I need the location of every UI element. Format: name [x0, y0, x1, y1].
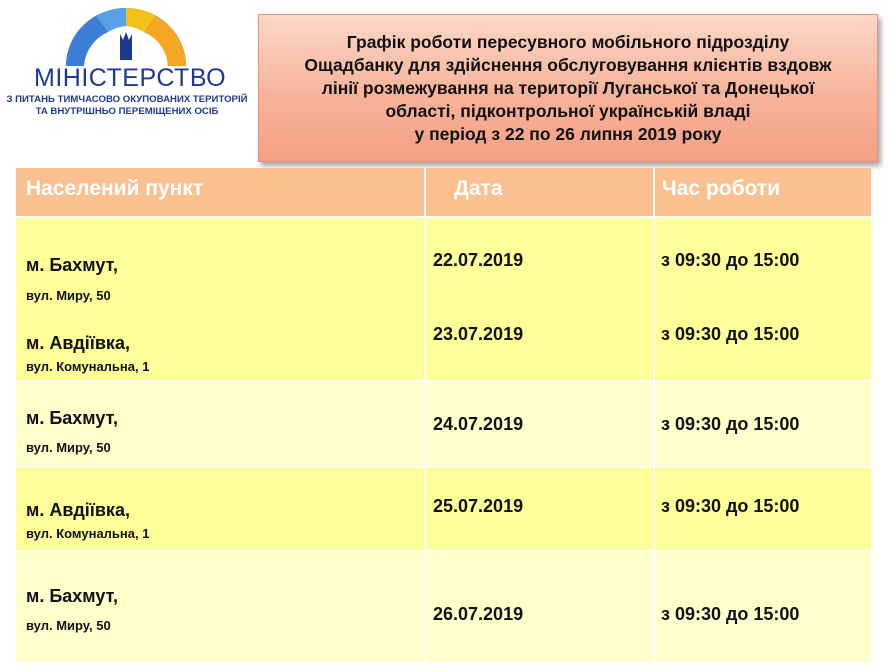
- column-divider: [653, 382, 655, 466]
- date-cell: 23.07.2019: [433, 324, 524, 344]
- time-cell: з 09:30 до 15:00: [661, 496, 800, 516]
- schedule-table: [16, 168, 871, 662]
- time-cell: з 09:30 до 15:00: [661, 414, 800, 434]
- street-address: вул. Миру, 50: [26, 288, 111, 303]
- column-divider: [653, 552, 655, 662]
- column-divider: [424, 468, 426, 550]
- ministry-logo: [0, 0, 252, 122]
- column-divider: [653, 168, 655, 216]
- table-row: [16, 550, 871, 662]
- title-line: Графік роботи пересувного мобільного підрозділу: [346, 31, 790, 52]
- column-divider: [424, 552, 426, 662]
- logo-title: МІНІСТЕРСТВО: [34, 64, 227, 92]
- column-divider: [424, 382, 426, 466]
- street-address: вул. Миру, 50: [26, 618, 111, 633]
- column-divider: [653, 468, 655, 550]
- time-cell: з 09:30 до 15:00: [661, 324, 800, 344]
- date-cell: 25.07.2019: [433, 496, 524, 516]
- column-divider: [424, 168, 426, 216]
- city-name: м. Авдіївка,: [26, 500, 130, 520]
- date-cell: 22.07.2019: [433, 250, 524, 270]
- city-name: м. Бахмут,: [26, 408, 119, 428]
- title-line: Ощадбанку для здійснення обслуговування клієнтів вздовж: [304, 54, 832, 75]
- time-cell: з 09:30 до 15:00: [661, 250, 800, 270]
- column-divider: [424, 218, 426, 380]
- table-row: [16, 466, 871, 550]
- city-name: м. Авдіївка,: [26, 333, 130, 353]
- time-cell: з 09:30 до 15:00: [661, 604, 800, 624]
- logo-subtitle-line1: З ПИТАНЬ ТИМЧАСОВО ОКУПОВАНИХ ТЕРИТОРІЙ: [6, 94, 248, 105]
- city-name: м. Бахмут,: [26, 255, 119, 275]
- schedule-title-box: [258, 14, 878, 162]
- street-address: вул. Комунальна, 1: [26, 359, 150, 374]
- street-address: вул. Миру, 50: [26, 440, 111, 455]
- column-divider: [653, 218, 655, 380]
- table-row: [16, 216, 871, 380]
- header-time: Час роботи: [662, 177, 781, 200]
- title-line: області, підконтрольної українській владі: [385, 100, 751, 121]
- title-line: лінії розмежування на території Луганської та Донецької: [321, 77, 815, 98]
- date-cell: 26.07.2019: [433, 604, 524, 624]
- street-address: вул. Комунальна, 1: [26, 526, 150, 541]
- logo-subtitle-line2: ТА ВНУТРІШНЬО ПЕРЕМІЩЕНИХ ОСІБ: [35, 106, 219, 117]
- city-name: м. Бахмут,: [26, 586, 119, 606]
- header-date: Дата: [454, 177, 503, 200]
- table-row: [16, 380, 871, 466]
- date-cell: 24.07.2019: [433, 414, 524, 434]
- title-line: у період з 22 по 26 липня 2019 року: [414, 123, 722, 144]
- ministry-emblem-icon: [56, 8, 196, 68]
- header-place: Населений пункт: [26, 177, 204, 200]
- table-header-row: [16, 168, 871, 216]
